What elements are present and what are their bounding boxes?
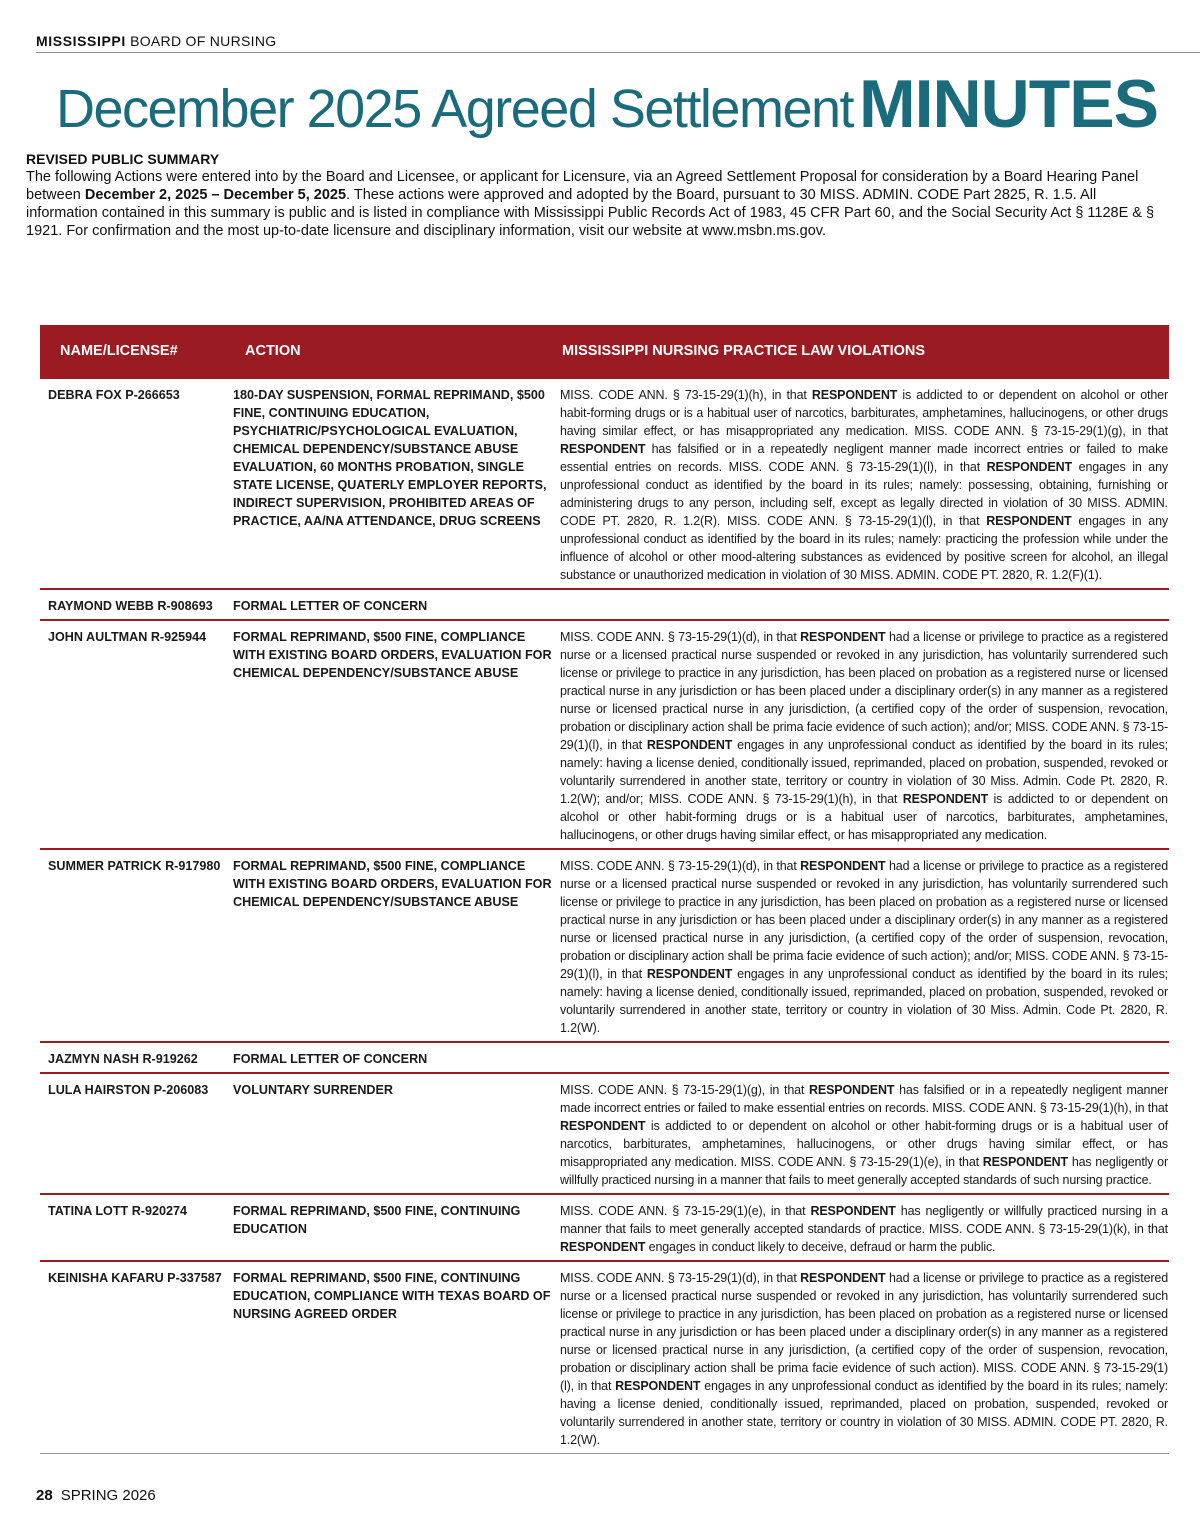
- violation-segment: is addicted to or dependent on alcohol or other habit-forming drugs or is a habitual user of narcotics, barbiturates, amphetamines, hallucinogens, or other drugs having similar effect, or has misappropriated any medication.: [560, 792, 1168, 842]
- respondent-term: RESPONDENT: [800, 1271, 886, 1285]
- violation-segment: has falsified or in a repeatedly negligent manner made incorrect entries or failed to make essential entries on records. MISS. CODE ANN. § 73-15-29(1)(h), in that: [560, 1083, 1168, 1115]
- org-name-bold: MISSISSIPPI: [36, 33, 126, 49]
- respondent-term: RESPONDENT: [811, 388, 898, 402]
- page-footer: [36, 1487, 156, 1504]
- issue-label: SPRING 2026: [60, 1487, 156, 1504]
- respondent-term: RESPONDENT: [646, 738, 733, 752]
- page-title: [56, 64, 1158, 149]
- violation-segment: is addicted to or dependent on alcohol or other habit-forming drugs or is a habitual user of narcotics, barbiturates, amphetamines, hallucinogens, or other drugs having similar effect, or has misappropriated any medication. MISS. CODE ANN. § 73-15-29(1)(e), in that: [560, 1119, 1168, 1169]
- respondent-term: RESPONDENT: [800, 859, 886, 873]
- violations-text: [560, 597, 1168, 615]
- respondent-term: RESPONDENT: [902, 792, 989, 806]
- summary-text-2: . These actions were approved and adopted by the Board, pursuant to 30 MISS. ADMIN. CODE Part 2825, R. 1.5. All information contained in this summary is public and is listed in compliance with Mississippi Public Records Act of 1983, 45 CFR Part 60, and the Social Security Act § 1128E & § 1921. For confirmation and the most up-to-date licensure and disciplinary information, visit our website at www.msbn.ms.gov.: [26, 187, 1155, 239]
- violations-text: [560, 1050, 1168, 1068]
- respondent-term: RESPONDENT: [986, 460, 1072, 474]
- violations-text: [560, 857, 1168, 1037]
- violation-segment: has negligently or willfully practiced nursing in a manner that fails to meet generally accepted standards of practice. MISS. CODE ANN. § 73-15-29(1)(k), in that: [560, 1204, 1168, 1236]
- summary-body: [26, 168, 1156, 240]
- respondent-term: RESPONDENT: [615, 1379, 701, 1393]
- column-header-violations: MISSISSIPPI NURSING PRACTICE LAW VIOLATIONS: [562, 343, 926, 359]
- licensee-name: SUMMER PATRICK R-917980: [48, 859, 221, 873]
- violation-segment: had a license or privilege to practice as a registered nurse or a licensed practical nurse suspended or revoked in any jurisdiction, has voluntarily surrendered such license or privilege to practice in any jurisdiction, has been placed on probation as a registered nurse or licensed practical nurse in any jurisdiction or has been placed under a disciplinary order(s) in any manner as a registered nurse or licensed practical nurse in any jurisdiction, (a certified copy of the order of suspension, revocation, probation or disciplinary action shall be prima facie evidence of such action). MISS. CODE ANN. § 73-15-29(1)(l), in that: [560, 1271, 1168, 1393]
- respondent-term: RESPONDENT: [982, 1155, 1069, 1169]
- respondent-term: RESPONDENT: [800, 630, 886, 644]
- licensee-name: RAYMOND WEBB R-908693: [48, 599, 213, 613]
- violation-segment: has negligently or willfully practiced nursing in a manner that fails to meet generally accepted standards of such nursing practice.: [560, 1155, 1168, 1187]
- licensee-name: JAZMYN NASH R-919262: [48, 1052, 198, 1066]
- violation-segment: engages in any unprofessional conduct as identified by the board in its rules; namely: practicing the profession while under the influence of alcohol or other mood-altering substances as evidenced by positive screen for alcohol, an illegal substance or unauthorized medication in violation of 30 MISS. ADMIN. CODE PT. 2820, R. 1.2(F)(1).: [560, 514, 1169, 582]
- board-action: FORMAL LETTER OF CONCERN: [233, 599, 428, 613]
- violations-text: [560, 386, 1168, 584]
- table-row: [40, 379, 1169, 590]
- title-main: December 2025 Agreed Settlement: [56, 79, 854, 139]
- public-summary: [26, 150, 1156, 240]
- violation-segment: engages in any unprofessional conduct as identified by the board in its rules; namely: having a license denied, conditionally issued, reprimanded, placed on probation, suspended, revoked or voluntarily surrendered in another state, territory or country in violation of 30 Miss. Admin. Code Pt. 2820, R. 1.2(W); and/or; MISS. CODE ANN. § 73-15-29(1)(h), in that: [560, 738, 1168, 806]
- violation-segment: had a license or privilege to practice as a registered nurse or a licensed practical nurse suspended or revoked in any jurisdiction, has voluntarily surrendered such license or privilege to practice in any jurisdiction, has been placed on probation as a registered nurse or licensed practical nurse in any jurisdiction or has been placed under a disciplinary order(s) in any manner as a registered nurse or licensed practical nurse in any jurisdiction, (a certified copy of the order of suspension, revocation, probation or disciplinary action shall be prima facie evidence of such action); and/or; MISS. CODE ANN. § 73-15-29(1)(l), in that: [560, 630, 1168, 752]
- table-row: [40, 850, 1169, 1043]
- violation-segment: is addicted to or dependent on alcohol or other habit-forming drugs or is a habitual user of narcotics, barbiturates, amphetamines, hallucinogens, or other drugs having similar effect, or has misappropriated any medication. MISS. CODE ANN. § 73-15-29(1)(g), in that: [560, 388, 1168, 438]
- title-emphasis: MINUTES: [859, 66, 1159, 142]
- violation-segment: engages in conduct likely to deceive, defraud or harm the public.: [645, 1240, 996, 1254]
- respondent-term: RESPONDENT: [560, 1240, 646, 1254]
- respondent-term: RESPONDENT: [810, 1204, 896, 1218]
- settlement-table: [40, 379, 1169, 1454]
- table-row: [40, 621, 1169, 850]
- table-row: [40, 1043, 1169, 1074]
- violation-segment: MISS. CODE ANN. § 73-15-29(1)(d), in that: [560, 859, 801, 873]
- summary-dates: December 2, 2025 – December 5, 2025: [84, 187, 347, 203]
- board-action: FORMAL REPRIMAND, $500 FINE, COMPLIANCE WITH EXISTING BOARD ORDERS, EVALUATION FOR CHEMICAL DEPENDENCY/SUBSTANCE ABUSE: [233, 859, 552, 909]
- board-action: FORMAL REPRIMAND, $500 FINE, CONTINUING EDUCATION: [233, 1204, 521, 1236]
- board-action: FORMAL REPRIMAND, $500 FINE, CONTINUING EDUCATION, COMPLIANCE WITH TEXAS BOARD OF NURSING AGREED ORDER: [233, 1271, 551, 1321]
- violation-segment: has falsified or in a repeatedly negligent manner made incorrect entries or failed to make essential entries on records. MISS. CODE ANN. § 73-15-29(1)(l), in that: [560, 442, 1168, 474]
- violations-text: [560, 1202, 1168, 1256]
- table-row: [40, 1074, 1169, 1195]
- summary-heading: REVISED PUBLIC SUMMARY: [26, 151, 220, 167]
- respondent-term: RESPONDENT: [560, 1119, 646, 1133]
- table-row: [40, 1262, 1169, 1454]
- licensee-name: TATINA LOTT R-920274: [48, 1204, 188, 1218]
- respondent-term: RESPONDENT: [809, 1083, 895, 1097]
- violation-segment: engages in any unprofessional conduct as identified by the board in its rules; namely: possessing, obtaining, furnishing or administering drugs to any person, including self, except as legally directed in violation of 30 MISS. ADMIN. CODE PT. 2820, R. 1.2(R). MISS. CODE ANN. § 73-15-29(1)(l), in that: [560, 460, 1168, 528]
- violation-segment: had a license or privilege to practice as a registered nurse or a licensed practical nurse suspended or revoked in any jurisdiction, has voluntarily surrendered such license or privilege to practice in any jurisdiction, has been placed on probation as a registered nurse or licensed practical nurse in any jurisdiction or has been placed under a disciplinary order(s) in any manner as a registered nurse or licensed practical nurse in any jurisdiction, (a certified copy of the order of suspension, revocation, probation or disciplinary action shall be prima facie evidence of such action); and/or; MISS. CODE ANN. § 73-15-29(1)(l), in that: [560, 859, 1168, 981]
- publication-header: [36, 33, 1200, 53]
- violation-segment: MISS. CODE ANN. § 73-15-29(1)(e), in that: [560, 1204, 811, 1218]
- org-name-rest: BOARD OF NURSING: [130, 33, 277, 49]
- violation-segment: engages in any unprofessional conduct as identified by the board in its rules; namely: having a license denied, conditionally issued, reprimanded, placed on probation, suspended, revoked or voluntarily surrendered in another state, territory or country in violation of 30 Miss. Admin. Code Pt. 2820, R. 1.2(W).: [560, 967, 1168, 1035]
- respondent-term: RESPONDENT: [986, 514, 1072, 528]
- violation-segment: MISS. CODE ANN. § 73-15-29(1)(h), in that: [560, 388, 812, 402]
- board-action: VOLUNTARY SURRENDER: [233, 1083, 393, 1097]
- page-number: 28: [36, 1487, 53, 1504]
- table-header: [40, 325, 1169, 379]
- table-row: [40, 1195, 1169, 1262]
- board-action: FORMAL REPRIMAND, $500 FINE, COMPLIANCE WITH EXISTING BOARD ORDERS, EVALUATION FOR CHEMICAL DEPENDENCY/SUBSTANCE ABUSE: [233, 630, 552, 680]
- summary-text-1: The following Actions were entered into by the Board and Licensee, or applicant for Licensure, via an Agreed Settlement Proposal for consideration by a Board Hearing Panel between: [26, 169, 1139, 203]
- violation-segment: engages in any unprofessional conduct as identified by the board in its rules; namely: having a license denied, conditionally issued, reprimanded, placed on probation, suspended, revoked or voluntarily surrendered in another state, territory or country in violation of 30 MISS. ADMIN. CODE PT. 2820, R. 1.2(W).: [560, 1379, 1169, 1447]
- violations-text: [560, 628, 1168, 844]
- column-header-name: NAME/LICENSE#: [60, 343, 178, 359]
- violation-segment: MISS. CODE ANN. § 73-15-29(1)(d), in that: [560, 1271, 801, 1285]
- violation-segment: MISS. CODE ANN. § 73-15-29(1)(g), in that: [560, 1083, 810, 1097]
- column-header-action: ACTION: [245, 343, 301, 359]
- respondent-term: RESPONDENT: [560, 442, 646, 456]
- board-action: FORMAL LETTER OF CONCERN: [233, 1052, 428, 1066]
- violations-text: [560, 1081, 1168, 1189]
- violation-segment: MISS. CODE ANN. § 73-15-29(1)(d), in that: [560, 630, 801, 644]
- board-action: 180-DAY SUSPENSION, FORMAL REPRIMAND, $500 FINE, CONTINUING EDUCATION, PSYCHIATRIC/PSYCHOLOGICAL EVALUATION, CHEMICAL DEPENDENCY/SUBSTANCE ABUSE EVALUATION, 60 MONTHS PROBATION, SINGLE STATE LICENSE, QUATERLY EMPLOYER REPORTS, INDIRECT SUPERVISION, PROHIBITED AREAS OF PRACTICE, AA/NA ATTENDANCE, DRUG SCREENS: [233, 388, 547, 528]
- licensee-name: DEBRA FOX P-266653: [48, 388, 180, 402]
- respondent-term: RESPONDENT: [646, 967, 733, 981]
- violations-text: [560, 1269, 1168, 1449]
- licensee-name: LULA HAIRSTON P-206083: [48, 1083, 209, 1097]
- licensee-name: JOHN AULTMAN R-925944: [48, 630, 207, 644]
- licensee-name: KEINISHA KAFARU P-337587: [48, 1271, 222, 1285]
- table-row: [40, 590, 1169, 621]
